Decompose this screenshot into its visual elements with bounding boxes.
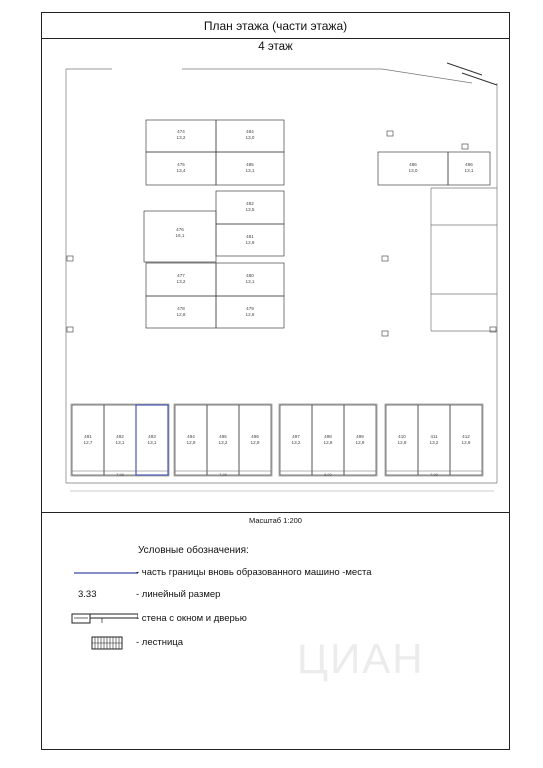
space-484-id: 484	[246, 129, 254, 134]
space-493-id: 493	[148, 434, 156, 439]
legend-text: - линейный размер	[136, 589, 221, 600]
space-496-area: 13,1	[464, 168, 474, 173]
space-411-area: 13,2	[429, 440, 439, 445]
wall-window-door-symbol	[62, 611, 138, 627]
space-478-id: 478	[177, 306, 185, 311]
space-485-id: 485	[246, 162, 254, 167]
space-480-area: 13,1	[245, 279, 255, 284]
space-498-area: 12,8	[323, 440, 333, 445]
space-481-area: 12,9	[245, 240, 255, 245]
boundary-line-symbol	[62, 565, 138, 581]
legend-text: - лестница	[136, 637, 184, 648]
bottom-spaces	[71, 404, 483, 476]
space-476-area: 16,1	[175, 233, 185, 238]
space-496b-id: 496	[251, 434, 259, 439]
space-491-id: 491	[84, 434, 92, 439]
watermark-logo: ЦИАН	[297, 635, 425, 682]
space-498-id: 498	[324, 434, 332, 439]
section-divider	[42, 512, 509, 513]
space-410-area: 12,8	[397, 440, 407, 445]
plan-walls	[66, 63, 497, 491]
space-412-id: 412	[462, 434, 470, 439]
space-494-id: 494	[187, 434, 195, 439]
space-492-area: 13,1	[115, 440, 125, 445]
space-480-id: 480	[246, 273, 254, 278]
interior-spaces	[144, 120, 490, 328]
space-475-area: 13,4	[176, 168, 186, 173]
legend-title: Условные обозначения:	[138, 545, 249, 556]
legend-item-boundary	[50, 565, 490, 581]
space-496b-area: 12,9	[250, 440, 260, 445]
dimension-label: 7,98	[430, 473, 438, 477]
space-484-area: 13,0	[245, 135, 255, 140]
legend-text: - часть границы вновь образованного машино -места	[136, 567, 372, 578]
legend-text: - стена с окном и дверью	[136, 613, 247, 624]
space-492-id: 492	[116, 434, 124, 439]
space-482-id: 482	[246, 201, 254, 206]
space-477-area: 13,2	[176, 279, 186, 284]
scale-label: Масштаб 1:200	[249, 516, 302, 525]
space-499-area: 12,9	[355, 440, 365, 445]
floor-label: 4 этаж	[258, 41, 293, 53]
stairs-symbol	[62, 635, 138, 651]
space-497-id: 497	[292, 434, 300, 439]
space-475-id: 475	[177, 162, 185, 167]
space-499-id: 499	[356, 434, 364, 439]
space-495-id: 495	[219, 434, 227, 439]
legend-item-wall	[50, 611, 490, 627]
space-497-area: 13,2	[291, 440, 301, 445]
document-frame	[41, 12, 510, 750]
space-491-area: 12,7	[83, 440, 93, 445]
space-474-id: 474	[177, 129, 185, 134]
space-412-area: 12,9	[461, 440, 471, 445]
space-477-id: 477	[177, 273, 185, 278]
space-479-id: 479	[246, 306, 254, 311]
space-493-area: 13,1	[147, 440, 157, 445]
space-474-area: 13,2	[176, 135, 186, 140]
space-481-id: 481	[246, 234, 254, 239]
space-478-area: 12,8	[176, 312, 186, 317]
space-410-id: 410	[398, 434, 406, 439]
legend-item-dimension	[50, 587, 490, 603]
space-476-id: 476	[176, 227, 184, 232]
space-495-area: 13,2	[218, 440, 228, 445]
space-485-area: 13,1	[245, 168, 255, 173]
document-title: План этажа (части этажа)	[42, 13, 509, 39]
space-486-area: 13,0	[408, 168, 418, 173]
space-496-id: 496	[465, 162, 473, 167]
space-479-area: 12,6	[245, 312, 255, 317]
space-411-id: 411	[430, 434, 438, 439]
dimension-symbol-text: 3.33	[78, 589, 97, 600]
dimension-label: 7,98	[116, 473, 124, 477]
space-494-area: 12,9	[186, 440, 196, 445]
space-482-area: 13,5	[245, 207, 255, 212]
space-486-id: 486	[409, 162, 417, 167]
dimension-label: 8,00	[324, 473, 332, 477]
floor-plan	[42, 13, 511, 512]
dimension-label: 7,98	[219, 473, 227, 477]
